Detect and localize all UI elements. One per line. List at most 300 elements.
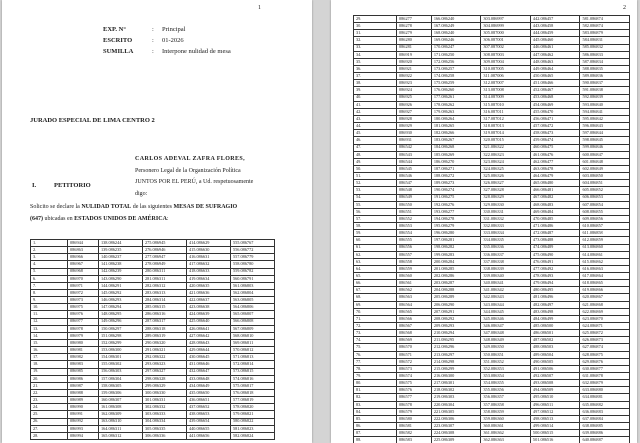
table-cell: 581.086874 xyxy=(580,16,630,23)
table-cell: 2. xyxy=(31,247,68,254)
table-cell: 086563 xyxy=(397,294,432,301)
table-cell: 438.086653 xyxy=(186,411,230,418)
table-cell: 88. xyxy=(354,437,397,443)
table-cell: 086980 xyxy=(68,339,99,346)
table-cell: 82. xyxy=(354,394,397,401)
table-row xyxy=(354,258,630,265)
table-cell: 086548 xyxy=(397,187,432,194)
table-cell: 086550 xyxy=(397,201,432,208)
table-cell: 288.086318 xyxy=(142,325,186,332)
table-row xyxy=(354,37,630,44)
table-cell: 598.086845 xyxy=(580,137,630,144)
table-cell: 562.086804 xyxy=(230,289,274,296)
table-cell: 145.086292 xyxy=(98,289,142,296)
table-cell: 086565 xyxy=(397,308,432,315)
table-cell: 597.086844 xyxy=(580,130,630,137)
table-cell: 148.086295 xyxy=(98,311,142,318)
table-cell: 202.086286 xyxy=(431,273,481,280)
table-cell: 141.086238 xyxy=(98,261,142,268)
table-cell: 83. xyxy=(354,401,397,408)
table-cell: 086568 xyxy=(397,330,432,337)
table-cell: 225.086309 xyxy=(431,437,481,443)
table-cell: 430.086645 xyxy=(186,354,230,361)
table-cell: 161.086308 xyxy=(98,404,142,411)
table-cell: 275.086945 xyxy=(142,240,186,247)
table-cell: 086577 xyxy=(397,394,432,401)
table-cell: 62. xyxy=(354,251,397,258)
table-cell: 620.086867 xyxy=(580,294,630,301)
table-cell: 224.086308 xyxy=(431,430,481,437)
table-cell: 480.086495 xyxy=(530,287,580,294)
table-cell: 187.086271 xyxy=(431,165,481,172)
table-cell: 290.086320 xyxy=(142,339,186,346)
table-cell: 47. xyxy=(354,144,397,151)
table-cell: 9. xyxy=(31,297,68,304)
table-cell: 574.086816 xyxy=(230,375,274,382)
table-cell: 586.086833 xyxy=(580,51,630,58)
table-cell: 086281 xyxy=(397,44,432,51)
table-row xyxy=(354,437,630,443)
table-cell: 086573 xyxy=(397,365,432,372)
table-cell: 573.086815 xyxy=(230,368,274,375)
sender-line: digo: xyxy=(135,190,148,197)
table-cell: 086580 xyxy=(397,415,432,422)
table-cell: 453.086468 xyxy=(530,94,580,101)
table-cell: 338.086339 xyxy=(481,265,531,272)
table-cell: 637.086884 xyxy=(580,415,630,422)
table-cell: 086930 xyxy=(397,130,432,137)
table-cell: 636.086883 xyxy=(580,408,630,415)
case-header xyxy=(103,24,231,57)
table-row xyxy=(354,194,630,201)
table-cell: 213.086297 xyxy=(431,351,481,358)
table-cell: 086981 xyxy=(68,347,99,354)
table-cell: 086928 xyxy=(397,115,432,122)
table-cell: 086280 xyxy=(397,37,432,44)
table-cell: 7. xyxy=(31,282,68,289)
table-cell: 27. xyxy=(31,425,68,432)
table-cell: 341.086342 xyxy=(481,287,531,294)
table-cell: 630.086877 xyxy=(580,365,630,372)
table-row xyxy=(354,180,630,187)
table-cell: 626.086873 xyxy=(580,337,630,344)
table-cell: 418.086633 xyxy=(186,268,230,275)
table-cell: 198.086282 xyxy=(431,244,481,251)
table-cell: 086576 xyxy=(397,387,432,394)
table-cell: 608.086855 xyxy=(580,208,630,215)
table-cell: 415.086630 xyxy=(186,247,230,254)
table-cell: 086569 xyxy=(397,337,432,344)
table-cell: 629.086876 xyxy=(580,358,630,365)
table-row xyxy=(31,282,275,289)
table-cell: 314.087009 xyxy=(481,94,531,101)
table-cell: 203.086287 xyxy=(431,280,481,287)
table-cell: 452.086467 xyxy=(530,87,580,94)
table-cell: 496.086511 xyxy=(530,401,580,408)
table-cell: 194.086278 xyxy=(431,215,481,222)
table-cell: 086555 xyxy=(397,237,432,244)
table-cell: 78. xyxy=(354,365,397,372)
table-cell: 176.086260 xyxy=(431,87,481,94)
table-cell: 283.086313 xyxy=(142,289,186,296)
table-cell: 156.086303 xyxy=(98,368,142,375)
table-cell: 30. xyxy=(354,23,397,30)
table-cell: 481.086496 xyxy=(530,294,580,301)
table-cell: 17. xyxy=(31,354,68,361)
table-row xyxy=(354,158,630,165)
table-cell: 301.086331 xyxy=(142,397,186,404)
header-row: SUMILLA : Interpone nulidad de mesa xyxy=(103,48,231,55)
table-cell: 81. xyxy=(354,387,397,394)
table-cell: 24. xyxy=(31,404,68,411)
table-cell: 086553 xyxy=(397,223,432,230)
table-cell: 625.086872 xyxy=(580,330,630,337)
table-row xyxy=(354,151,630,158)
table-row xyxy=(354,130,630,137)
table-cell: 086993 xyxy=(68,425,99,432)
table-cell: 593.086840 xyxy=(580,101,630,108)
table-cell: 605.086852 xyxy=(580,187,630,194)
table-cell: 344.086345 xyxy=(481,308,531,315)
table-cell: 297.086327 xyxy=(142,368,186,375)
table-row xyxy=(31,354,275,361)
table-row xyxy=(31,268,275,275)
table-cell: 21. xyxy=(31,382,68,389)
table-cell: 149.086296 xyxy=(98,318,142,325)
table-cell: 223.086307 xyxy=(431,423,481,430)
table-cell: 337.086338 xyxy=(481,258,531,265)
table-cell: 086543 xyxy=(397,151,432,158)
table-cell: 179.086263 xyxy=(431,108,481,115)
table-cell: 615.086862 xyxy=(580,258,630,265)
table-cell: 153.086300 xyxy=(98,347,142,354)
table-cell: 306.086336 xyxy=(142,432,186,439)
table-cell: 086970 xyxy=(68,275,99,282)
table-row xyxy=(31,432,275,439)
table-cell: 638.086885 xyxy=(580,423,630,430)
table-cell: 360.086361 xyxy=(481,423,531,430)
table-row xyxy=(31,318,275,325)
table-cell: 462.086477 xyxy=(530,158,580,165)
table-row xyxy=(31,368,275,375)
table-cell: 307.087002 xyxy=(481,44,531,51)
table-cell: 358.086359 xyxy=(481,408,531,415)
table-cell: 13. xyxy=(31,325,68,332)
table-cell: 28. xyxy=(31,432,68,439)
table-cell: 414.086629 xyxy=(186,240,230,247)
table-cell: 086973 xyxy=(68,297,99,304)
table-row xyxy=(31,325,275,332)
table-row xyxy=(31,247,275,254)
table-cell: 8. xyxy=(31,289,68,296)
table-cell: 484.086499 xyxy=(530,315,580,322)
table-cell: 352.086353 xyxy=(481,365,531,372)
table-cell: 25. xyxy=(31,411,68,418)
table-cell: 421.086636 xyxy=(186,289,230,296)
table-row xyxy=(31,275,275,282)
table-cell: 457.086472 xyxy=(530,123,580,130)
table-cell: 3. xyxy=(31,254,68,261)
table-row xyxy=(354,430,630,437)
table-cell: 582.086874 xyxy=(580,23,630,30)
table-cell: 086989 xyxy=(68,397,99,404)
table-cell: 454.086469 xyxy=(530,101,580,108)
table-cell: 5. xyxy=(31,268,68,275)
table-cell: 631.086878 xyxy=(580,373,630,380)
table-cell: 351.086352 xyxy=(481,358,531,365)
table-cell: 086558 xyxy=(397,258,432,265)
table-cell: 32. xyxy=(354,37,397,44)
table-row xyxy=(354,108,630,115)
table-cell: 086556 xyxy=(397,244,432,251)
table-row xyxy=(354,237,630,244)
table-cell: 205.086289 xyxy=(431,294,481,301)
table-row xyxy=(354,165,630,172)
table-cell: 450.086465 xyxy=(530,73,580,80)
table-cell: 210.086294 xyxy=(431,330,481,337)
table-cell: 602.086849 xyxy=(580,165,630,172)
table-cell: 221.086305 xyxy=(431,408,481,415)
table-cell: 607.086854 xyxy=(580,201,630,208)
table-row xyxy=(354,137,630,144)
table-row xyxy=(354,280,630,287)
table-cell: 590.086837 xyxy=(580,80,630,87)
table-cell: 423.086638 xyxy=(186,304,230,311)
table-cell: 303.086333 xyxy=(142,411,186,418)
table-cell: 486.086501 xyxy=(530,330,580,337)
polling-stations-table xyxy=(353,15,630,443)
table-cell: 18. xyxy=(31,361,68,368)
table-cell: 627.086874 xyxy=(580,344,630,351)
table-cell: 570.086812 xyxy=(230,347,274,354)
table-cell: 086929 xyxy=(397,123,432,130)
table-cell: 303.086997 xyxy=(481,16,531,23)
table-cell: 579.086821 xyxy=(230,411,274,418)
table-cell: 086924 xyxy=(397,87,432,94)
table-cell: 086571 xyxy=(397,351,432,358)
table-cell: 26. xyxy=(31,418,68,425)
table-cell: 086990 xyxy=(68,404,99,411)
table-row xyxy=(354,408,630,415)
table-cell: 6. xyxy=(31,275,68,282)
table-cell: 086559 xyxy=(397,265,432,272)
table-cell: 211.086295 xyxy=(431,337,481,344)
table-cell: 35. xyxy=(354,58,397,65)
sender-block xyxy=(135,154,275,200)
table-cell: 12. xyxy=(31,318,68,325)
table-row xyxy=(354,308,630,315)
table-cell: 350.086351 xyxy=(481,351,531,358)
table-cell: 340.086341 xyxy=(481,280,531,287)
table-cell: 086986 xyxy=(68,375,99,382)
table-cell: 180.086264 xyxy=(431,115,481,122)
table-cell: 44. xyxy=(354,123,397,130)
table-cell: 183.086267 xyxy=(431,137,481,144)
table-cell: 086991 xyxy=(68,411,99,418)
table-cell: 151.086298 xyxy=(98,332,142,339)
table-cell: 291.086321 xyxy=(142,347,186,354)
table-cell: 567.086809 xyxy=(230,325,274,332)
table-row xyxy=(354,187,630,194)
table-cell: 086546 xyxy=(397,173,432,180)
table-cell: 428.086643 xyxy=(186,339,230,346)
table-row xyxy=(354,323,630,330)
table-cell: 086920 xyxy=(397,58,432,65)
table-cell: 449.086464 xyxy=(530,65,580,72)
table-cell: 086575 xyxy=(397,380,432,387)
table-cell: 139.086235 xyxy=(98,247,142,254)
table-cell: 347.086348 xyxy=(481,330,531,337)
table-cell: 304.086334 xyxy=(142,418,186,425)
table-cell: 209.086293 xyxy=(431,323,481,330)
table-cell: 77. xyxy=(354,358,397,365)
table-cell: 467.086482 xyxy=(530,194,580,201)
table-row xyxy=(31,397,275,404)
table-cell: 309.087004 xyxy=(481,58,531,65)
table-cell: 330.086331 xyxy=(481,208,531,215)
table-cell: 472.086487 xyxy=(530,230,580,237)
table-row xyxy=(354,23,630,30)
table-cell: 191.086275 xyxy=(431,194,481,201)
table-cell: 495.086510 xyxy=(530,394,580,401)
table-cell: 086561 xyxy=(397,280,432,287)
table-cell: 155.086302 xyxy=(98,361,142,368)
table-cell: 616.086863 xyxy=(580,265,630,272)
table-cell: 599.086846 xyxy=(580,144,630,151)
table-cell: 299.086329 xyxy=(142,382,186,389)
table-cell: 22. xyxy=(31,389,68,396)
table-cell: 589.086836 xyxy=(580,73,630,80)
table-cell: 84. xyxy=(354,408,397,415)
table-cell: 80. xyxy=(354,380,397,387)
table-cell: 332.086333 xyxy=(481,223,531,230)
table-cell: 488.086503 xyxy=(530,344,580,351)
table-cell: 499.086514 xyxy=(530,423,580,430)
table-cell: 419.086634 xyxy=(186,275,230,282)
table-cell: 558.086780 xyxy=(230,261,274,268)
table-cell: 420.086635 xyxy=(186,282,230,289)
table-cell: 604.086851 xyxy=(580,180,630,187)
table-cell: 478.086493 xyxy=(530,273,580,280)
table-cell: 43. xyxy=(354,115,397,122)
page-number: 2 xyxy=(623,5,626,11)
table-cell: 170.086247 xyxy=(431,44,481,51)
table-cell: 304.086999 xyxy=(481,23,531,30)
table-row xyxy=(354,73,630,80)
table-cell: 434.086649 xyxy=(186,382,230,389)
table-cell: 086919 xyxy=(397,51,432,58)
table-cell: 144.086291 xyxy=(98,282,142,289)
table-cell: 4. xyxy=(31,261,68,268)
table-cell: 167.086249 xyxy=(431,23,481,30)
table-cell: 147.086294 xyxy=(98,304,142,311)
table-cell: 501.086516 xyxy=(530,437,580,443)
table-cell: 086542 xyxy=(397,144,432,151)
table-row xyxy=(354,144,630,151)
table-cell: 1. xyxy=(31,240,68,247)
table-cell: 55. xyxy=(354,201,397,208)
table-cell: 635.086882 xyxy=(580,401,630,408)
table-cell: 640.086887 xyxy=(580,437,630,443)
table-row xyxy=(354,115,630,122)
table-row xyxy=(31,311,275,318)
table-cell: 086557 xyxy=(397,251,432,258)
table-cell: 321.086322 xyxy=(481,144,531,151)
table-row xyxy=(354,16,630,23)
table-cell: 460.086475 xyxy=(530,144,580,151)
table-cell: 086574 xyxy=(397,373,432,380)
table-cell: 606.086853 xyxy=(580,194,630,201)
table-cell: 623.086870 xyxy=(580,315,630,322)
table-cell: 583.086879 xyxy=(580,30,630,37)
table-cell: 563.086805 xyxy=(230,297,274,304)
table-cell: 10. xyxy=(31,304,68,311)
table-cell: 479.086494 xyxy=(530,280,580,287)
table-cell: 086967 xyxy=(68,261,99,268)
table-cell: 086572 xyxy=(397,358,432,365)
table-cell: 422.086637 xyxy=(186,297,230,304)
table-cell: 491.086506 xyxy=(530,365,580,372)
table-cell: 086983 xyxy=(68,361,99,368)
table-cell: 85. xyxy=(354,415,397,422)
table-cell: 188.086272 xyxy=(431,173,481,180)
table-cell: 614.086861 xyxy=(580,251,630,258)
table-cell: 159.086306 xyxy=(98,389,142,396)
table-cell: 455.086470 xyxy=(530,108,580,115)
table-cell: 317.087012 xyxy=(481,115,531,122)
table-cell: 086976 xyxy=(68,311,99,318)
table-cell: 463.086478 xyxy=(530,165,580,172)
table-cell: 292.086322 xyxy=(142,354,186,361)
table-cell: 632.086879 xyxy=(580,380,630,387)
table-cell: 186.086270 xyxy=(431,158,481,165)
sender-name: CARLOS ADEVAL ZAFRA FLORES, xyxy=(135,156,246,162)
table-row xyxy=(31,382,275,389)
table-row xyxy=(354,173,630,180)
table-cell: 086545 xyxy=(397,165,432,172)
table-row xyxy=(354,215,630,222)
table-cell: 281.086311 xyxy=(142,275,186,282)
table-cell: 357.086358 xyxy=(481,401,531,408)
table-cell: 577.086819 xyxy=(230,397,274,404)
table-row xyxy=(354,58,630,65)
table-cell: 576.086818 xyxy=(230,389,274,396)
table-cell: 086966 xyxy=(68,254,99,261)
table-cell: 439.086654 xyxy=(186,418,230,425)
table-cell: 150.086297 xyxy=(98,325,142,332)
table-cell: 286.086316 xyxy=(142,311,186,318)
table-cell: 300.086330 xyxy=(142,389,186,396)
table-cell: 451.086466 xyxy=(530,80,580,87)
table-cell: 343.086344 xyxy=(481,301,531,308)
table-row xyxy=(354,423,630,430)
table-cell: 490.086505 xyxy=(530,358,580,365)
table-cell: 76. xyxy=(354,351,397,358)
table-cell: 142.086239 xyxy=(98,268,142,275)
table-row xyxy=(354,94,630,101)
table-row xyxy=(31,347,275,354)
table-cell: 216.086300 xyxy=(431,373,481,380)
table-cell: 71. xyxy=(354,315,397,322)
table-cell: 634.086881 xyxy=(580,394,630,401)
table-cell: 362.086363 xyxy=(481,437,531,443)
court-title: JURADO ESPECIAL DE LIMA CENTRO 2 xyxy=(30,117,155,124)
table-cell: 595.086842 xyxy=(580,115,630,122)
table-row xyxy=(31,254,275,261)
table-cell: 276.086946 xyxy=(142,247,186,254)
table-cell: 197.086281 xyxy=(431,237,481,244)
table-cell: 469.086484 xyxy=(530,208,580,215)
